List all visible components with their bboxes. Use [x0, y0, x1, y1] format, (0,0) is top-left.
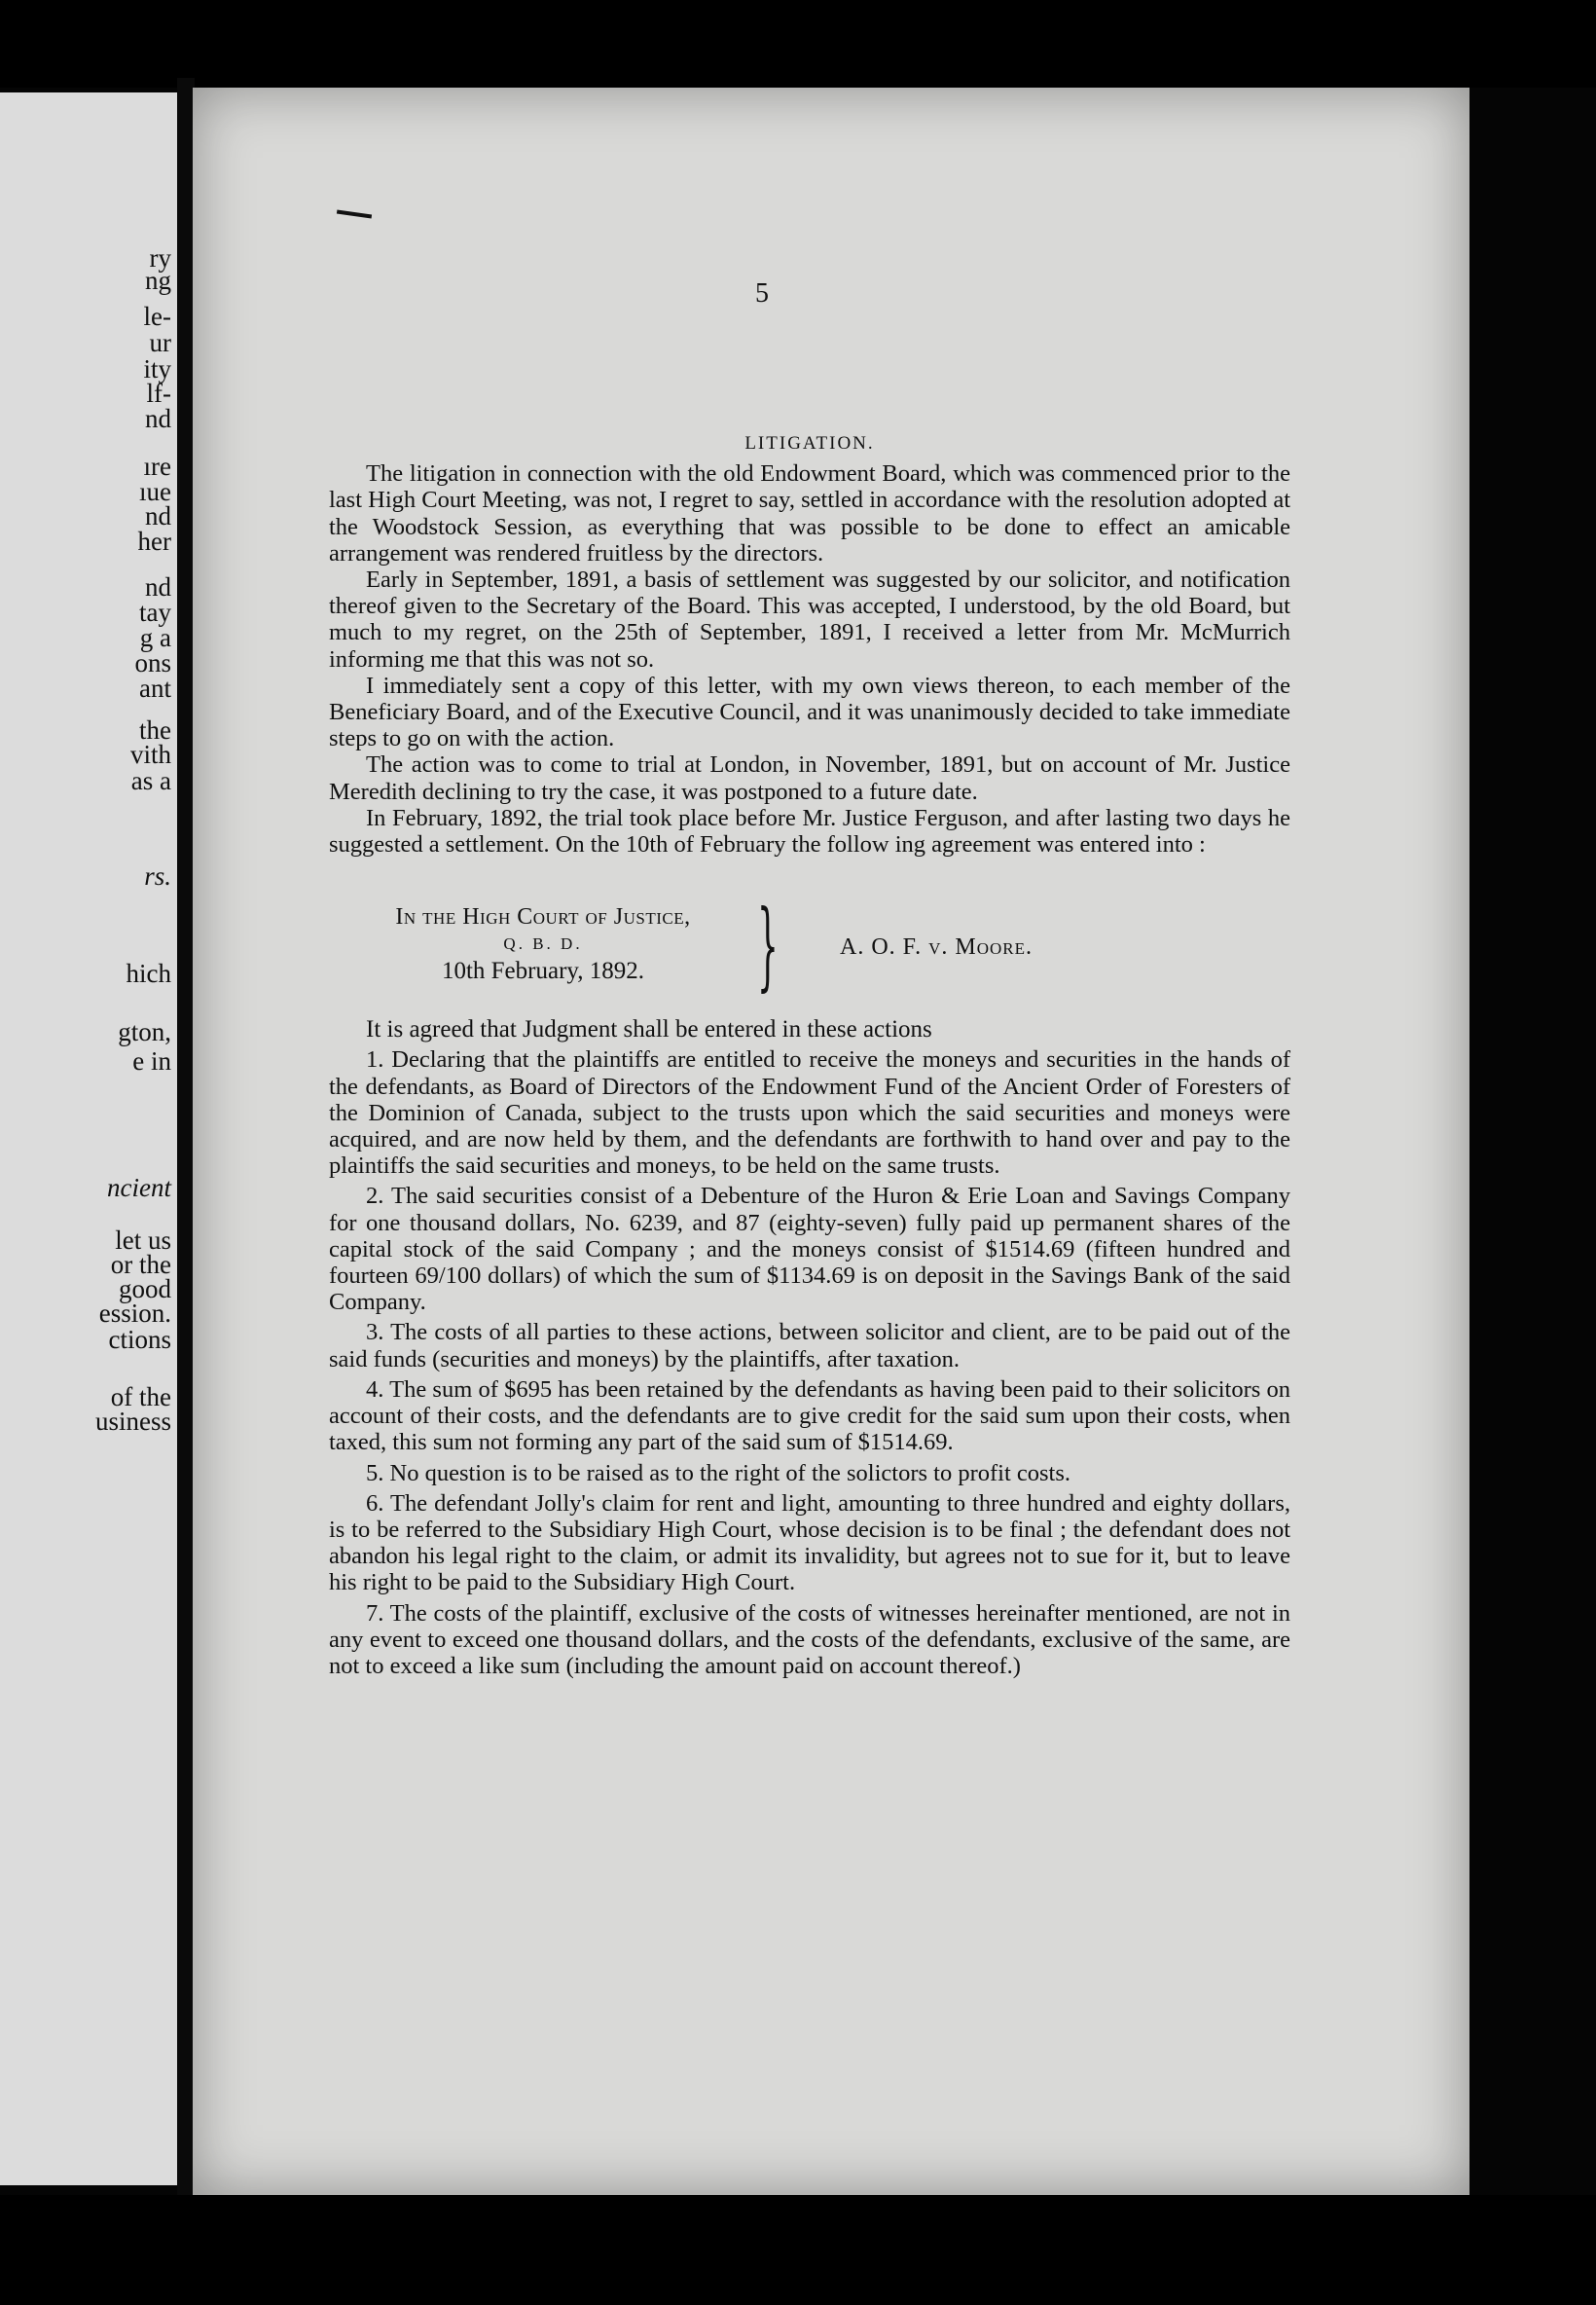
page-number: 5	[755, 278, 769, 309]
left-page-fragment: ctions	[108, 1325, 171, 1354]
agreement-clause: 3. The costs of all parties to these actions, between solicitor and client, are to be paid out of the said funds (securities and moneys) by the plaintiffs, after taxation.	[329, 1319, 1290, 1372]
paragraph: I immediately sent a copy of this letter, with my own views thereon, to each member of the Beneficiary Board, and of the Executive Council, and it was unanimously decided to take immediate steps to go on with the action.	[329, 672, 1290, 752]
film-border-bottom	[0, 2195, 1596, 2305]
left-page-fragment: lf-	[146, 379, 171, 408]
left-page-fragment: ry	[149, 243, 171, 273]
left-page-fragment: nd	[145, 572, 171, 602]
left-page-fragment: rs.	[144, 861, 171, 891]
left-page-fragment: ıue	[139, 477, 171, 506]
left-page-fragment: or the	[110, 1250, 171, 1279]
left-page-fragment: g a	[139, 623, 171, 652]
case-name: A. O. F. v. Moore.	[840, 934, 1033, 961]
left-page-fragment: the	[139, 715, 171, 745]
left-page-fragment: ncient	[107, 1173, 171, 1202]
stray-ink-mark	[337, 210, 372, 219]
paragraph: The action was to come to trial at London, in November, 1891, but on account of Mr. Justice Meredith declining to try the case, it was postponed to a future date.	[329, 751, 1290, 805]
section-heading: LITIGATION.	[744, 433, 875, 454]
page-body	[329, 263, 1290, 1683]
left-page-fragment: let us	[115, 1226, 171, 1255]
left-page-fragment: hich	[126, 959, 171, 988]
left-page-fragment: ant	[139, 674, 171, 703]
court-date: 10th February, 1892.	[441, 958, 645, 985]
left-page-fragment: of the	[110, 1382, 171, 1411]
agreement-clause: 1. Declaring that the plaintiffs are entitled to receive the moneys and securities in the hands of the defendants, as Board of Directors of the Endowment Fund of the Ancient Order of Foresters of the Dominion of Canada, subject to the trusts upon which the said securities and moneys were acquired, and are now held by them, and the defendants are forthwith to hand over and pay to the plaintiffs the said securities and moneys, to be held on the same trusts.	[329, 1046, 1290, 1180]
left-page-fragment: vith	[129, 740, 171, 769]
left-page-text-fragments	[0, 92, 177, 2185]
left-page-fragment: ng	[145, 266, 171, 295]
agreement-clause: 4. The sum of $695 has been retained by the defendants as having been paid to their solicitors on account of their costs, and the defendants are to give credit for the said sum upon their costs, when taxed, this sum not forming any part of the said sum of $1514.69.	[329, 1375, 1290, 1456]
left-page-fragment: tay	[139, 598, 171, 627]
court-name: In the High Court of Justice,	[395, 904, 691, 931]
left-page-fragment: le-	[143, 302, 171, 331]
left-page-fragment: her	[137, 527, 171, 556]
left-page-fragment: ıre	[143, 452, 171, 481]
paragraph: In February, 1892, the trial took place before Mr. Justice Ferguson, and after lasting two days he suggested a settlement. On the 10th of February the follow ing agreement was entered into :	[329, 804, 1290, 859]
paragraph: The litigation in connection with the old Endowment Board, which was commenced prior to the last High Court Meeting, was not, I regret to say, settled in accordance with the resolution adopted at the Woodstock Session, as everything that was possible to be done to effect an amicable arrangement was rendered fruitless by the directors.	[329, 460, 1290, 567]
left-page-fragment: nd	[145, 501, 171, 531]
agreement-clause: 2. The said securities consist of a Debenture of the Huron & Erie Loan and Savings Company for one thousand dollars, No. 6239, and 87 (eighty-seven) fully paid up permanent shares of the capital stock of the said Company ; and the moneys consist of $1514.69 (fifteen hundred and fourteen 69/100 dollars) of which the sum of $1134.69 is on deposit in the Savings Bank of the said Company.	[329, 1183, 1290, 1316]
left-page-fragment: ur	[149, 328, 171, 357]
agreement-clause: 6. The defendant Jolly's claim for rent and light, amounting to three hundred and eighty dollars, is to be referred to the Subsidiary High Court, whose decision is to be final ; the defendant does not abandon his legal right to the claim, or admit its invalidity, but agrees not to sue for it, but to leave his right to be paid to the Subsidiary High Court.	[329, 1489, 1290, 1596]
caption-brace: }	[757, 891, 779, 1003]
paragraph: Early in September, 1891, a basis of settlement was suggested by our solicitor, and notification thereof given to the Secretary of the Board. This was accepted, I understood, by the old Board, but much to my regret, on the 25th of September, 1891, I received a letter from Mr. McMurrich informing me that this was not so.	[329, 567, 1290, 673]
left-facing-page	[0, 92, 177, 2185]
court-division: Q. B. D.	[503, 934, 583, 954]
left-page-fragment: e in	[132, 1046, 171, 1076]
left-page-fragment: nd	[145, 404, 171, 433]
document-page	[193, 88, 1469, 2195]
left-page-fragment: ession.	[98, 1299, 171, 1328]
court-caption	[329, 891, 1290, 1003]
agreement-clause: 5. No question is to be raised as to the right of the solictors to profit costs.	[366, 1459, 1071, 1486]
film-border-top	[0, 0, 1596, 88]
left-page-fragment: good	[119, 1274, 171, 1303]
left-page-fragment: gton,	[118, 1017, 171, 1046]
left-page-fragment: ity	[143, 354, 171, 384]
left-page-fragment: as a	[130, 766, 171, 795]
court-details	[329, 903, 757, 985]
left-page-fragment: ons	[134, 648, 171, 677]
agreement-intro: It is agreed that Judgment shall be entered in these actions	[366, 1016, 932, 1043]
left-page-fragment: usiness	[94, 1407, 171, 1436]
agreement-clause: 7. The costs of the plaintiff, exclusive of the costs of witnesses hereinafter mentioned, are not in any event to exceed one thousand dollars, and the costs of the defendants, exclusive of the same, are not to exceed a like sum (including the amount paid on account thereof.)	[329, 1599, 1290, 1679]
